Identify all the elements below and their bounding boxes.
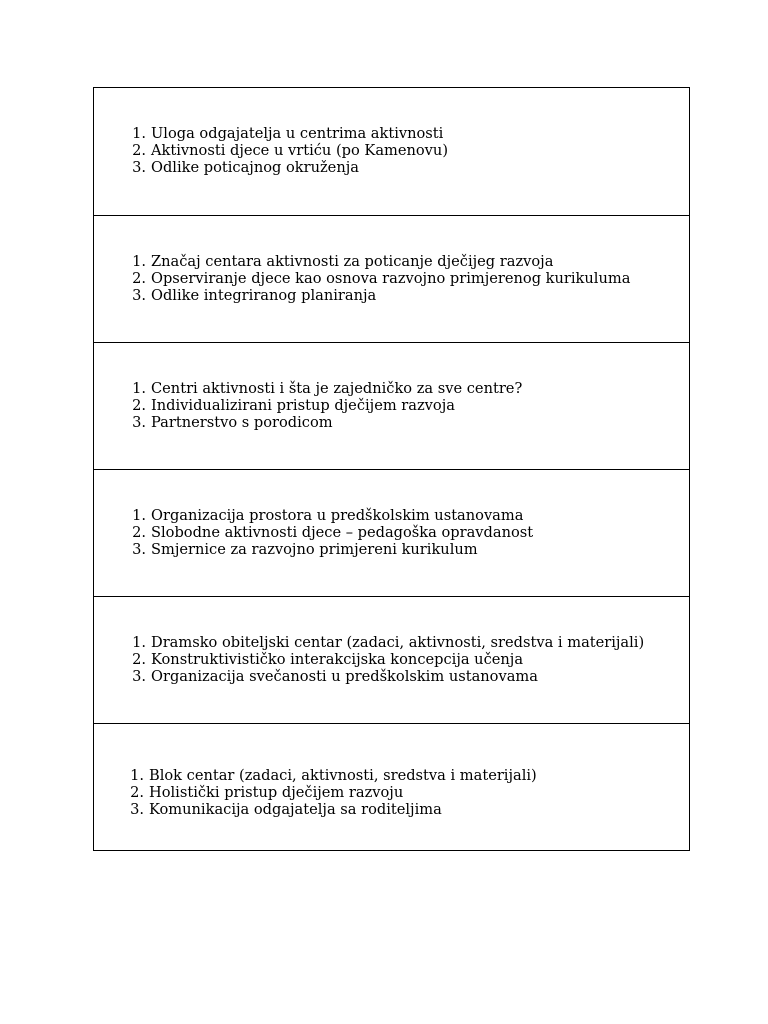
question-item (120, 784, 537, 801)
item-text: Odlike integriranog planiranja (151, 287, 377, 305)
item-text: Slobodne aktivnosti djece – pedagoška opravdanost (151, 524, 534, 542)
question-block-6 (94, 723, 689, 850)
item-number: 2. (132, 651, 146, 669)
item-number: 1. (130, 767, 144, 784)
question-block-3 (94, 342, 689, 469)
item-number: 1. (132, 634, 146, 651)
question-item (122, 159, 448, 176)
item-text: Komunikacija odgajatelja sa roditeljima (149, 801, 442, 819)
item-number: 1. (132, 253, 146, 270)
item-text: Holistički pristup dječijem razvoju (149, 784, 404, 802)
item-number: 2. (132, 142, 146, 160)
question-list (122, 507, 533, 559)
item-text: Individualizirani pristup dječijem razvoja (151, 397, 455, 415)
item-text: Centri aktivnosti i šta je zajedničko za sve centre? (151, 380, 523, 397)
item-text: Smjernice za razvojno primjereni kurikulum (151, 541, 478, 559)
item-number: 3. (132, 414, 146, 432)
item-text: Konstruktivističko interakcijska koncepcija učenja (151, 651, 524, 669)
question-block-4 (94, 469, 689, 596)
questions-table (93, 87, 690, 851)
item-text: Aktivnosti djece u vrtiću (po Kamenovu) (151, 142, 449, 160)
question-item (122, 541, 533, 558)
item-text: Odlike poticajnog okruženja (151, 159, 359, 177)
question-item (122, 287, 630, 304)
question-item (122, 668, 644, 685)
question-item (122, 524, 533, 541)
question-item (122, 651, 644, 668)
question-list (122, 125, 448, 177)
question-item (122, 125, 448, 142)
item-number: 3. (130, 801, 144, 819)
item-text: Partnerstvo s porodicom (151, 414, 333, 432)
question-item (120, 767, 537, 784)
item-text: Dramsko obiteljski centar (zadaci, aktivnosti, sredstva i materijali) (151, 634, 645, 651)
item-text: Uloga odgajatelja u centrima aktivnosti (151, 125, 444, 142)
item-number: 1. (132, 380, 146, 397)
question-item (120, 801, 537, 818)
item-number: 2. (132, 270, 146, 288)
item-number: 1. (132, 125, 146, 142)
item-number: 2. (132, 524, 146, 542)
item-text: Organizacija prostora u predškolskim ustanovama (151, 507, 524, 524)
question-list (122, 380, 522, 432)
question-item (122, 253, 630, 270)
question-block-5 (94, 596, 689, 723)
question-item (122, 142, 448, 159)
question-list (120, 767, 537, 819)
question-item (122, 507, 533, 524)
question-item (122, 634, 644, 651)
item-text: Značaj centara aktivnosti za poticanje dječijeg razvoja (151, 253, 554, 270)
question-item (122, 270, 630, 287)
item-text: Organizacija svečanosti u predškolskim ustanovama (151, 668, 538, 686)
item-number: 1. (132, 507, 146, 524)
item-number: 3. (132, 668, 146, 686)
question-block-1 (94, 88, 689, 215)
item-number: 2. (130, 784, 144, 802)
question-block-2 (94, 215, 689, 342)
question-item (122, 397, 522, 414)
item-number: 3. (132, 287, 146, 305)
item-number: 3. (132, 159, 146, 177)
question-list (122, 253, 630, 305)
item-text: Opserviranje djece kao osnova razvojno primjerenog kurikuluma (151, 270, 631, 288)
question-item (122, 380, 522, 397)
item-number: 2. (132, 397, 146, 415)
question-list (122, 634, 644, 686)
item-number: 3. (132, 541, 146, 559)
question-item (122, 414, 522, 431)
item-text: Blok centar (zadaci, aktivnosti, sredstva i materijali) (149, 767, 537, 784)
